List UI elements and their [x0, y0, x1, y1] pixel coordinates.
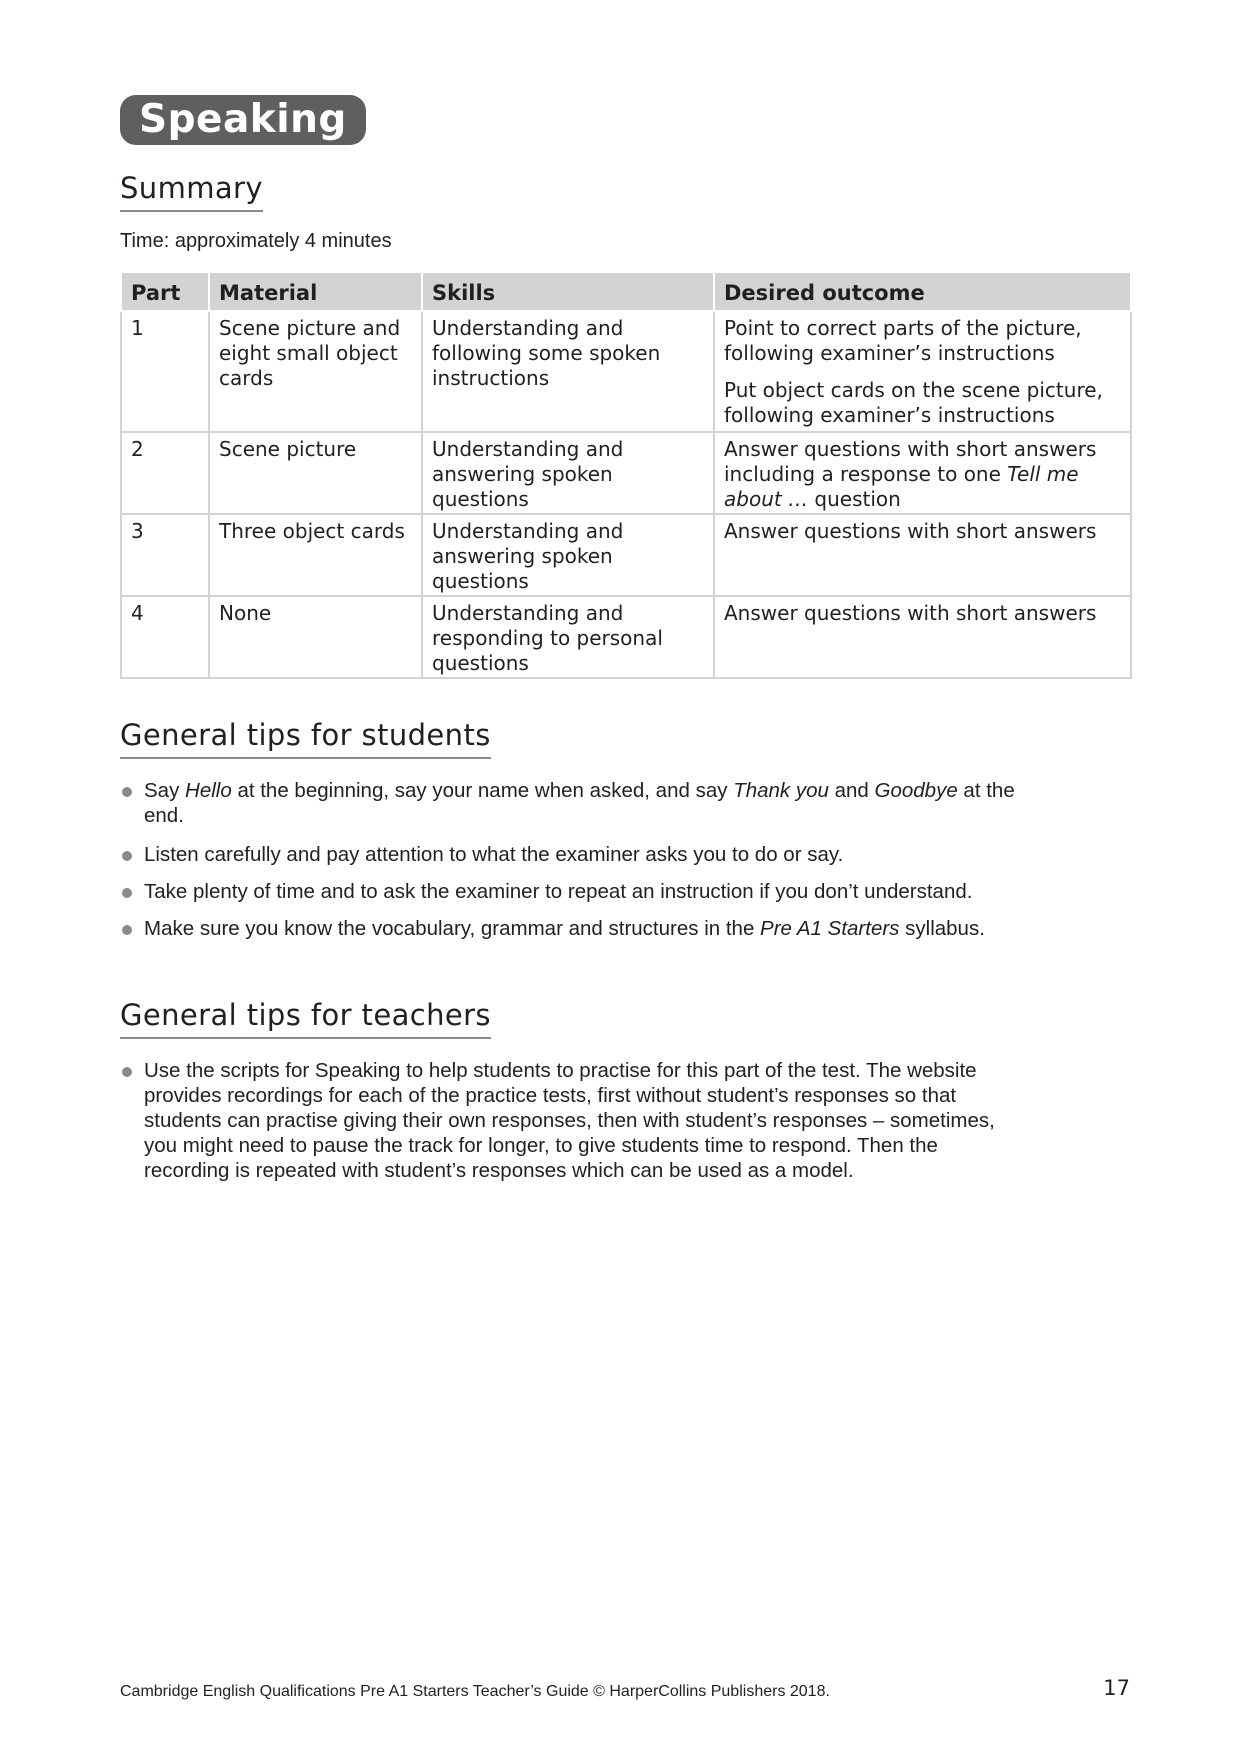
cell-part: 4 — [121, 596, 209, 678]
summary-heading: Summary — [120, 170, 263, 212]
students-tips-heading: General tips for students — [120, 717, 491, 759]
tip-text: syllabus. — [899, 917, 985, 940]
table-row — [121, 596, 1131, 678]
bullet-icon — [122, 787, 132, 797]
bullet-icon — [122, 925, 132, 935]
tip-italic-text: Pre A1 Starters — [760, 917, 900, 940]
table-row — [121, 432, 1131, 514]
cell-skills: Understanding and following some spoken instructions — [422, 311, 714, 432]
cell-skills: Understanding and answering spoken questions — [422, 514, 714, 596]
cell-material: Scene picture — [209, 432, 422, 514]
tip-italic-text: Hello — [185, 779, 232, 802]
section-badge: Speaking — [120, 95, 366, 145]
cell-skills: Understanding and answering spoken questions — [422, 432, 714, 514]
cell-outcome — [714, 432, 1131, 514]
tip-text: at the end. — [144, 779, 1015, 827]
list-item — [120, 879, 1020, 904]
tip-text: Take plenty of time and to ask the examiner to repeat an instruction if you don’t understand. — [144, 880, 973, 903]
cell-material: None — [209, 596, 422, 678]
tip-text: and — [828, 779, 875, 802]
list-item — [120, 1058, 1020, 1183]
tip-text: at the beginning, say your name when asked, and say — [231, 779, 734, 802]
cell-outcome: Answer questions with short answers — [714, 596, 1131, 678]
tip-text: Make sure you know the vocabulary, grammar and structures in the — [144, 917, 761, 940]
cell-outcome — [714, 311, 1131, 432]
cell-material: Scene picture and eight small object cards — [209, 311, 422, 432]
cell-material: Three object cards — [209, 514, 422, 596]
outcome-paragraph: Put object cards on the scene picture, following examiner’s instructions — [724, 378, 1103, 427]
time-info: Time: approximately 4 minutes — [120, 230, 392, 252]
list-item — [120, 842, 1020, 867]
column-header-part: Part — [121, 272, 209, 311]
tip-text: Listen carefully and pay attention to what the examiner asks you to do or say. — [144, 843, 844, 866]
teachers-tips-heading: General tips for teachers — [120, 997, 491, 1039]
list-item — [120, 916, 1020, 941]
cell-part: 3 — [121, 514, 209, 596]
table-row — [121, 311, 1131, 432]
teachers-tips-list — [120, 1058, 1020, 1183]
outcome-text: Answer questions with short answers including a response to one — [724, 437, 1097, 486]
table-row — [121, 514, 1131, 596]
tip-text: Say — [144, 779, 186, 802]
list-item — [120, 778, 1020, 828]
column-header-outcome: Desired outcome — [714, 272, 1131, 311]
column-header-material: Material — [209, 272, 422, 311]
summary-table — [120, 271, 1132, 679]
outcome-italic-text: Tell me about … — [724, 462, 1079, 511]
outcome-paragraph: Point to correct parts of the picture, following examiner’s instructions — [724, 316, 1082, 365]
tip-italic-text: Thank you — [733, 779, 829, 802]
students-tips-list — [120, 778, 1020, 941]
cell-outcome: Answer questions with short answers — [714, 514, 1131, 596]
cell-part: 1 — [121, 311, 209, 432]
outcome-text: question — [808, 487, 901, 511]
tip-italic-text: Goodbye — [874, 779, 958, 802]
cell-skills: Understanding and responding to personal questions — [422, 596, 714, 678]
cell-part: 2 — [121, 432, 209, 514]
tip-text: Use the scripts for Speaking to help students to practise for this part of the test. The website provides recordings for each of the practice tests, first without student’s responses so that students can practise giving their own responses, then with student’s responses – sometimes, you might need to pause the track for longer, to give students time to respond. Then the recording is repeated with student’s responses which can be used as a model. — [144, 1059, 995, 1182]
bullet-icon — [122, 851, 132, 861]
footer-copyright: Cambridge English Qualifications Pre A1 Starters Teacher’s Guide © HarperCollins Publishers 2018. — [120, 1683, 830, 1700]
column-header-skills: Skills — [422, 272, 714, 311]
page-number: 17 — [1103, 1676, 1130, 1700]
bullet-icon — [122, 888, 132, 898]
bullet-icon — [122, 1067, 132, 1077]
table-header-row — [121, 272, 1131, 311]
